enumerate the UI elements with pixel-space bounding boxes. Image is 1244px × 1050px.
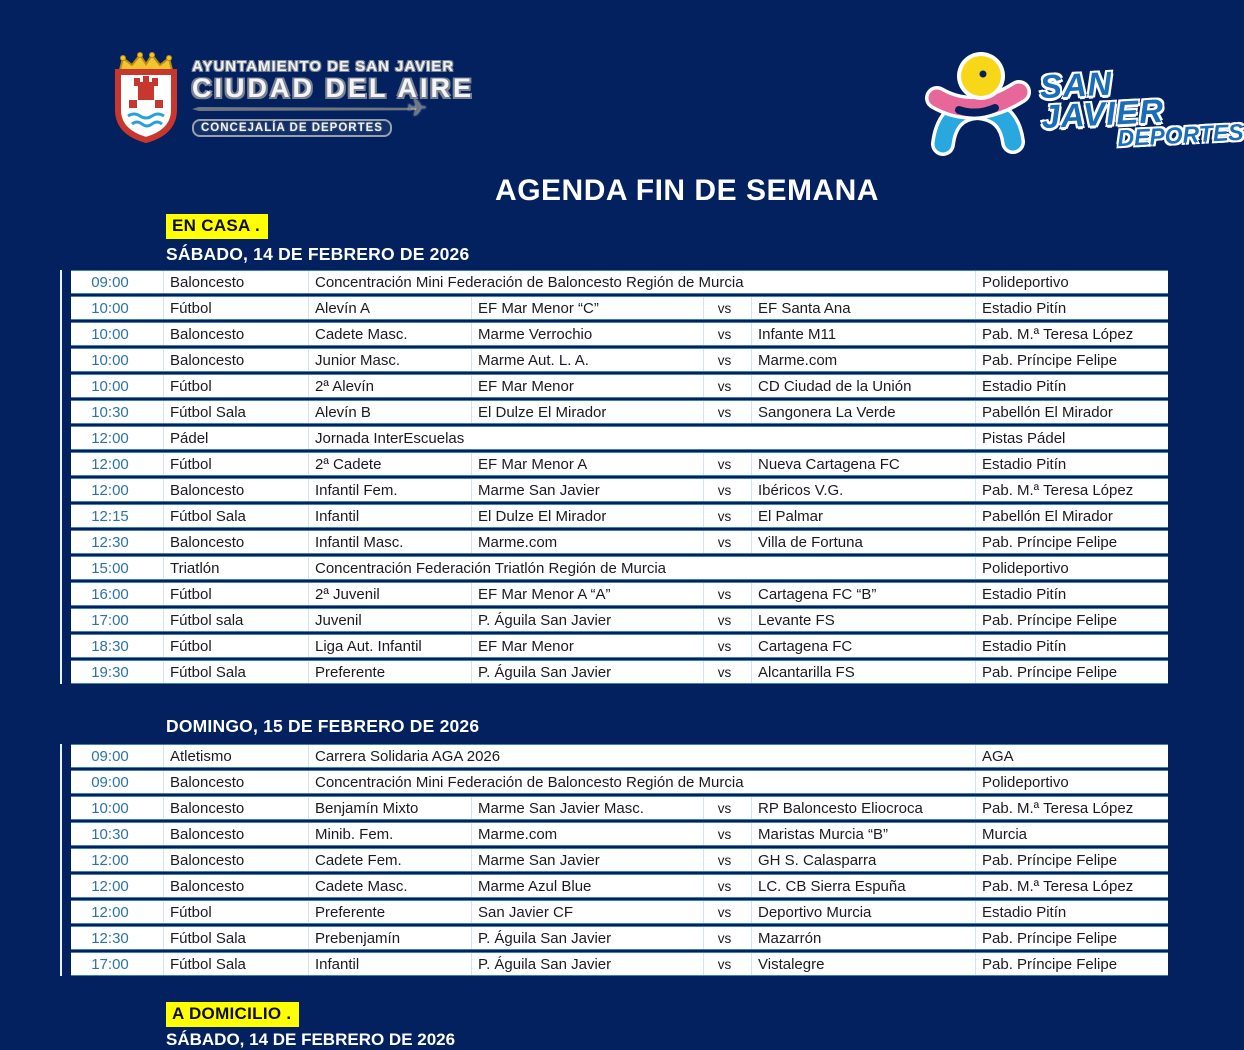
time-cell: 12:00	[71, 479, 164, 501]
venue-cell: Estadio Pitín	[982, 903, 1067, 921]
away-team-cell: Deportivo Murcia	[752, 901, 976, 923]
vs-cell: vs	[704, 323, 752, 345]
sport-cell: Fútbol Sala	[164, 927, 309, 949]
deportes-wordmark: DEPORTES	[1116, 118, 1244, 151]
time-cell: 12:30	[71, 531, 164, 553]
venue-cell: Pab. Príncipe Felipe	[982, 611, 1118, 629]
home-team-cell: Marme Verrochio	[472, 323, 704, 345]
table-row	[71, 952, 1168, 976]
sport-cell: Atletismo	[164, 745, 309, 767]
en-casa-label: EN CASA .	[166, 214, 268, 239]
table-row	[71, 608, 1168, 632]
category-cell: 2ª Juvenil	[309, 583, 472, 605]
category-cell: 2ª Alevín	[309, 375, 472, 397]
venue-cell: Estadio Pitín	[982, 585, 1067, 603]
vs-cell: vs	[704, 505, 752, 527]
away-team-cell: El Palmar	[752, 505, 976, 527]
category-cell: Juvenil	[309, 609, 472, 631]
sport-cell: Baloncesto	[164, 823, 309, 845]
away-team-cell: Alcantarilla FS	[752, 661, 976, 683]
sport-cell: Fútbol	[164, 375, 309, 397]
saturday-table	[60, 270, 1168, 684]
away-team-cell: LC. CB Sierra Espuña	[752, 875, 976, 897]
home-team-cell: Marme.com	[472, 823, 704, 845]
category-cell: Prebenjamín	[309, 927, 472, 949]
home-team-cell: P. Águila San Javier	[472, 953, 704, 975]
sport-cell: Fútbol sala	[164, 609, 309, 631]
ayuntamiento-shield-icon	[110, 52, 182, 149]
home-team-cell: Marme San Javier	[472, 849, 704, 871]
vs-cell: vs	[704, 583, 752, 605]
sunday-heading: DOMINGO, 15 DE FEBRERO DE 2026	[166, 716, 480, 736]
venue-cell: Polideportivo	[982, 273, 1069, 291]
table-row	[71, 796, 1168, 820]
vs-cell: vs	[704, 953, 752, 975]
time-cell: 12:00	[71, 901, 164, 923]
time-cell: 17:00	[71, 609, 164, 631]
home-team-cell: EF Mar Menor A	[472, 453, 704, 475]
time-cell: 09:00	[71, 271, 164, 293]
venue-cell: Estadio Pitín	[982, 377, 1067, 395]
home-team-cell: Marme San Javier	[472, 479, 704, 501]
table-row	[71, 426, 1168, 450]
venue-cell: AGA	[982, 747, 1014, 765]
venue-cell: Pab. M.ª Teresa López	[982, 325, 1134, 343]
away-team-cell: RP Baloncesto Eliocroca	[752, 797, 976, 819]
sport-cell: Fútbol Sala	[164, 401, 309, 423]
time-cell: 12:30	[71, 927, 164, 949]
sport-cell: Baloncesto	[164, 323, 309, 345]
time-cell: 18:30	[71, 635, 164, 657]
home-team-cell: San Javier CF	[472, 901, 704, 923]
home-team-cell: P. Águila San Javier	[472, 927, 704, 949]
vs-cell: vs	[704, 375, 752, 397]
time-cell: 12:00	[71, 849, 164, 871]
time-cell: 09:00	[71, 745, 164, 767]
table-row	[71, 926, 1168, 950]
category-cell: Infantil	[309, 505, 472, 527]
table-row	[71, 270, 1168, 294]
sport-cell: Fútbol Sala	[164, 661, 309, 683]
time-cell: 10:00	[71, 375, 164, 397]
home-team-cell: EF Mar Menor	[472, 635, 704, 657]
category-cell: Infantil Masc.	[309, 531, 472, 553]
sport-cell: Fútbol	[164, 901, 309, 923]
sport-cell: Baloncesto	[164, 849, 309, 871]
vs-cell: vs	[704, 531, 752, 553]
away-team-cell: Villa de Fortuna	[752, 531, 976, 553]
away-team-cell: Marme.com	[752, 349, 976, 371]
home-team-cell: Marme Aut. L. A.	[472, 349, 704, 371]
table-row	[71, 296, 1168, 320]
vs-cell: vs	[704, 661, 752, 683]
table-row	[71, 744, 1168, 768]
category-cell: Preferente	[309, 901, 472, 923]
category-cell: Benjamín Mixto	[309, 797, 472, 819]
away-team-cell: Vistalegre	[752, 953, 976, 975]
home-team-cell: EF Mar Menor	[472, 375, 704, 397]
vs-cell: vs	[704, 635, 752, 657]
event-cell: Jornada InterEscuelas	[309, 427, 976, 449]
table-row	[71, 400, 1168, 424]
vs-cell: vs	[704, 849, 752, 871]
venue-cell: Pab. Príncipe Felipe	[982, 851, 1118, 869]
venue-cell: Pab. Príncipe Felipe	[982, 351, 1118, 369]
time-cell: 12:00	[71, 427, 164, 449]
away-team-cell: Ibéricos V.G.	[752, 479, 976, 501]
home-team-cell: Marme.com	[472, 531, 704, 553]
vs-cell: vs	[704, 901, 752, 923]
event-cell: Concentración Federación Triatlón Región de Murcia	[309, 557, 976, 579]
category-cell: Preferente	[309, 661, 472, 683]
vs-cell: vs	[704, 797, 752, 819]
home-team-cell: EF Mar Menor A “A”	[472, 583, 704, 605]
away-team-cell: Cartagena FC	[752, 635, 976, 657]
table-row	[71, 582, 1168, 606]
ayuntamiento-name: AYUNTAMIENTO DE SAN JAVIER	[192, 58, 455, 75]
home-team-cell: Marme San Javier Masc.	[472, 797, 704, 819]
time-cell: 10:00	[71, 349, 164, 371]
away-team-cell: Infante M11	[752, 323, 976, 345]
deportes-figure-icon	[925, 52, 1033, 153]
event-cell: Concentración Mini Federación de Baloncesto Región de Murcia	[309, 271, 976, 293]
away-team-cell: Maristas Murcia “B”	[752, 823, 976, 845]
away-team-cell: Sangonera La Verde	[752, 401, 976, 423]
category-cell: Minib. Fem.	[309, 823, 472, 845]
category-cell: Alevín A	[309, 297, 472, 319]
sport-cell: Baloncesto	[164, 479, 309, 501]
partial-next-heading: SÁBADO, 14 DE FEBRERO DE 2026	[166, 1030, 456, 1049]
venue-cell: Pabellón El Mirador	[982, 403, 1113, 421]
home-team-cell: El Dulze El Mirador	[472, 505, 704, 527]
vs-cell: vs	[704, 349, 752, 371]
sport-cell: Baloncesto	[164, 531, 309, 553]
time-cell: 10:30	[71, 401, 164, 423]
table-row	[71, 660, 1168, 684]
venue-cell: Murcia	[982, 825, 1028, 843]
sport-cell: Triatlón	[164, 557, 309, 579]
category-cell: Alevín B	[309, 401, 472, 423]
ciudad-del-aire: CIUDAD DEL AIRE	[192, 73, 475, 103]
sport-cell: Fútbol	[164, 297, 309, 319]
venue-cell: Estadio Pitín	[982, 455, 1067, 473]
time-cell: 10:00	[71, 797, 164, 819]
vs-cell: vs	[704, 875, 752, 897]
category-cell: 2ª Cadete	[309, 453, 472, 475]
venue-cell: Pab. M.ª Teresa López	[982, 877, 1134, 895]
table-row	[71, 848, 1168, 872]
sport-cell: Baloncesto	[164, 797, 309, 819]
sport-cell: Fútbol Sala	[164, 953, 309, 975]
venue-cell: Pab. Príncipe Felipe	[982, 955, 1118, 973]
table-row	[71, 478, 1168, 502]
vs-cell: vs	[704, 453, 752, 475]
vs-cell: vs	[704, 401, 752, 423]
category-cell: Infantil Fem.	[309, 479, 472, 501]
vs-cell: vs	[704, 823, 752, 845]
venue-cell: Pabellón El Mirador	[982, 507, 1113, 525]
sport-cell: Fútbol	[164, 583, 309, 605]
time-cell: 16:00	[71, 583, 164, 605]
table-row	[71, 530, 1168, 554]
event-cell: Carrera Solidaria AGA 2026	[309, 745, 976, 767]
venue-cell: Pistas Pádel	[982, 429, 1066, 447]
time-cell: 12:00	[71, 453, 164, 475]
vs-cell: vs	[704, 927, 752, 949]
time-cell: 09:00	[71, 771, 164, 793]
table-row	[71, 348, 1168, 372]
away-team-cell: Levante FS	[752, 609, 976, 631]
sport-cell: Baloncesto	[164, 349, 309, 371]
category-cell: Cadete Masc.	[309, 323, 472, 345]
san-javier-wordmark: SAN JAVIER	[1038, 64, 1165, 135]
sport-cell: Baloncesto	[164, 271, 309, 293]
table-row	[71, 634, 1168, 658]
away-team-cell: Nueva Cartagena FC	[752, 453, 976, 475]
venue-cell: Pab. Príncipe Felipe	[982, 663, 1118, 681]
venue-cell: Pab. Príncipe Felipe	[982, 533, 1118, 551]
venue-cell: Pab. M.ª Teresa López	[982, 799, 1134, 817]
time-cell: 12:00	[71, 875, 164, 897]
category-cell: Cadete Fem.	[309, 849, 472, 871]
venue-cell: Pab. Príncipe Felipe	[982, 929, 1118, 947]
vs-cell: vs	[704, 297, 752, 319]
category-cell: Cadete Masc.	[309, 875, 472, 897]
home-team-cell: P. Águila San Javier	[472, 661, 704, 683]
sport-cell: Fútbol Sala	[164, 505, 309, 527]
venue-cell: Pab. M.ª Teresa López	[982, 481, 1134, 499]
category-cell: Infantil	[309, 953, 472, 975]
event-cell: Concentración Mini Federación de Baloncesto Región de Murcia	[309, 771, 976, 793]
home-team-cell: El Dulze El Mirador	[472, 401, 704, 423]
away-team-cell: Mazarrón	[752, 927, 976, 949]
sport-cell: Fútbol	[164, 453, 309, 475]
venue-cell: Polideportivo	[982, 773, 1069, 791]
sport-cell: Baloncesto	[164, 771, 309, 793]
table-row	[71, 556, 1168, 580]
table-row	[71, 770, 1168, 794]
time-cell: 17:00	[71, 953, 164, 975]
category-cell: Liga Aut. Infantil	[309, 635, 472, 657]
ayuntamiento-logo-text	[192, 52, 474, 137]
venue-cell: Polideportivo	[982, 559, 1069, 577]
table-row	[71, 504, 1168, 528]
sport-cell: Baloncesto	[164, 875, 309, 897]
sport-cell: Pádel	[164, 427, 309, 449]
away-team-cell: EF Santa Ana	[752, 297, 976, 319]
venue-cell: Estadio Pitín	[982, 299, 1067, 317]
home-team-cell: Marme Azul Blue	[472, 875, 704, 897]
table-row	[71, 874, 1168, 898]
table-row	[71, 822, 1168, 846]
category-cell: Junior Masc.	[309, 349, 472, 371]
time-cell: 10:30	[71, 823, 164, 845]
table-row	[71, 452, 1168, 476]
away-team-cell: GH S. Calasparra	[752, 849, 976, 871]
home-team-cell: P. Águila San Javier	[472, 609, 704, 631]
a-domicilio-label: A DOMICILIO .	[166, 1002, 299, 1027]
sport-cell: Fútbol	[164, 635, 309, 657]
deportes-logo-text	[1039, 61, 1244, 151]
vs-cell: vs	[704, 479, 752, 501]
table-row	[71, 900, 1168, 924]
san-javier-deportes-logo	[925, 52, 1242, 153]
ayuntamiento-logo	[110, 52, 474, 149]
sunday-table	[60, 744, 1168, 976]
venue-cell: Estadio Pitín	[982, 637, 1067, 655]
time-cell: 10:00	[71, 323, 164, 345]
time-cell: 15:00	[71, 557, 164, 579]
sword-plane-icon: ✈	[192, 103, 474, 115]
home-team-cell: EF Mar Menor “C”	[472, 297, 704, 319]
page-title: AGENDA FIN DE SEMANA	[495, 174, 879, 207]
concejalia-deportes: CONCEJALÍA DE DEPORTES	[192, 119, 392, 137]
time-cell: 10:00	[71, 297, 164, 319]
away-team-cell: CD Ciudad de la Unión	[752, 375, 976, 397]
away-team-cell: Cartagena FC “B”	[752, 583, 976, 605]
table-row	[71, 322, 1168, 346]
saturday-heading: SÁBADO, 14 DE FEBRERO DE 2026	[166, 244, 470, 264]
vs-cell: vs	[704, 609, 752, 631]
time-cell: 12:15	[71, 505, 164, 527]
table-row	[71, 374, 1168, 398]
time-cell: 19:30	[71, 661, 164, 683]
